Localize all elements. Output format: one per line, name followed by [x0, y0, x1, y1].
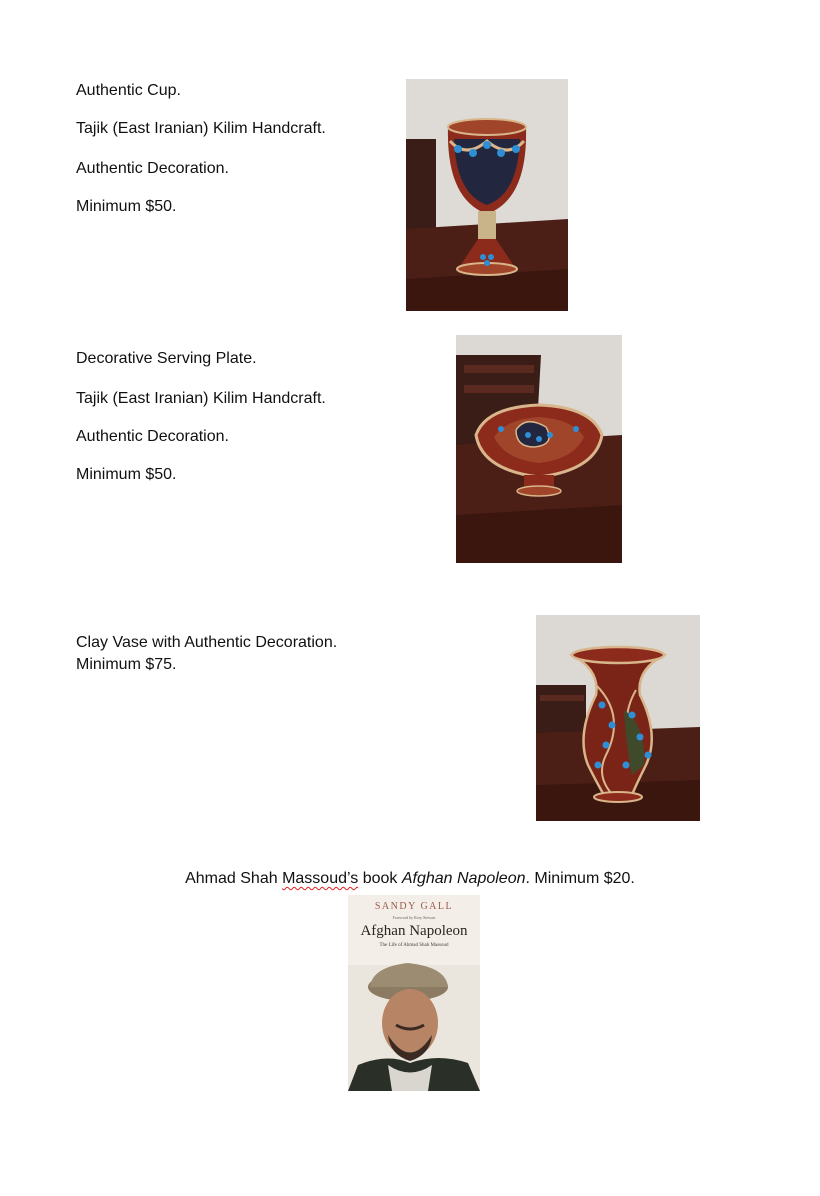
book-cover-author: SANDY GALL [374, 901, 454, 912]
caption-prefix: Ahmad Shah [185, 870, 283, 887]
item-plate-origin: Tajik (East Iranian) Kilim Handcraft. [76, 390, 326, 407]
vase-photo [536, 615, 700, 821]
item-cup-decoration: Authentic Decoration. [76, 160, 229, 177]
item-plate-title: Decorative Serving Plate. [76, 350, 257, 367]
caption-book-title: Afghan Napoleon [401, 870, 526, 887]
cup-photo [406, 79, 568, 311]
item-cup-title: Authentic Cup. [76, 82, 181, 99]
item-plate-price: Minimum $50. [76, 466, 177, 483]
item-cup-price: Minimum $50. [76, 198, 177, 215]
item-vase-title: Clay Vase with Authentic Decoration. [76, 634, 338, 651]
caption-misspelled-word: Massoud’s [282, 870, 359, 887]
book-cover-foreword: Foreword by Rory Stewart [392, 915, 436, 920]
book-cover-subtitle: The Life of Ahmad Shah Massoud [379, 943, 449, 948]
plate-photo [456, 335, 622, 563]
book-caption [0, 869, 820, 889]
book-cover [348, 895, 480, 1091]
caption-middle: book [358, 870, 402, 887]
book-cover-title: Afghan Napoleon [360, 923, 468, 939]
caption-suffix: . Minimum $20. [525, 870, 635, 887]
item-cup-origin: Tajik (East Iranian) Kilim Handcraft. [76, 120, 326, 137]
item-plate-decoration: Authentic Decoration. [76, 428, 229, 445]
item-vase-price: Minimum $75. [76, 656, 177, 673]
